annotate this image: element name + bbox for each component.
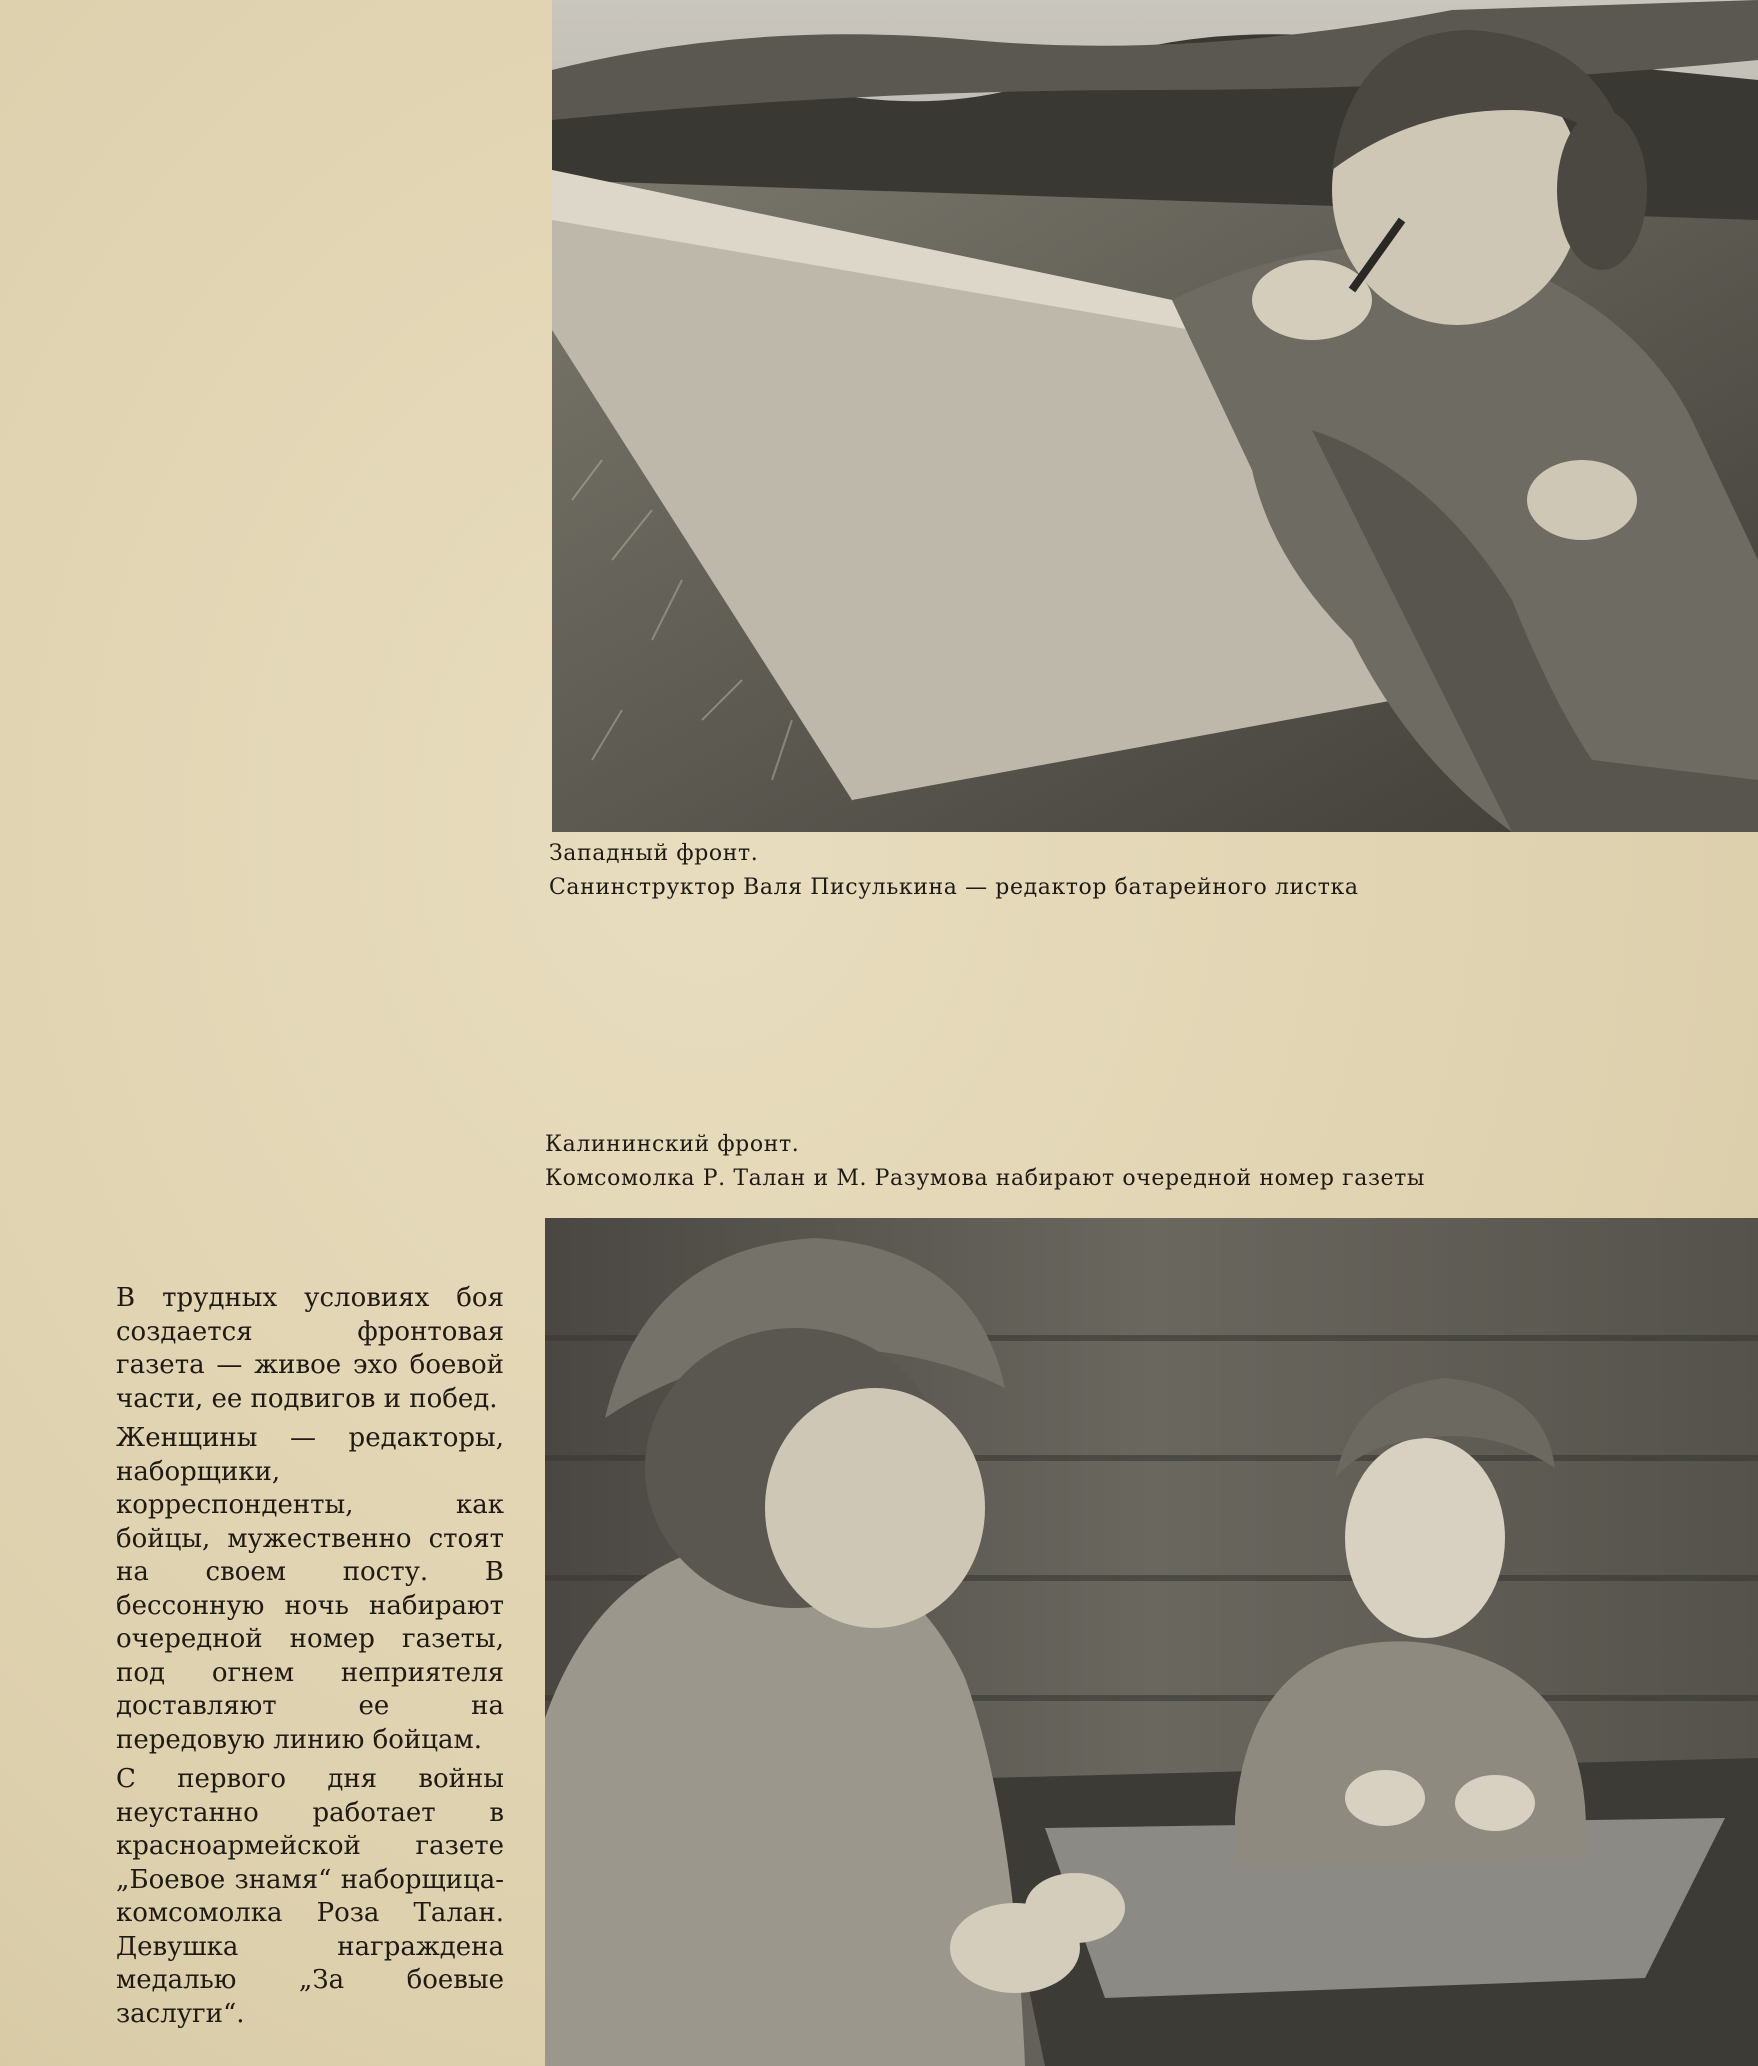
caption-bottom-photo — [545, 1128, 1425, 1196]
photo-typesetters — [545, 1218, 1758, 2066]
article-paragraph-3: С первого дня войны неустанно работает в красноармейской газете „Боевое знамя“ наборщица-комсомолка Роза Талан. Девушка награждена медалью „За боевые заслуги“. — [116, 1764, 504, 2029]
photo-typesetters-image — [545, 1218, 1758, 2066]
article-paragraph-2: Женщины — редакторы, наборщики, корреспонденты, как бойцы, мужественно стоят на своем посту. В бессонную ночь набирают очередной номер газеты, под огнем неприятеля доставляют ее на передовую линию бойцам. — [116, 1423, 504, 1755]
article-text — [116, 1282, 504, 2037]
photo-writing-soldier-image — [552, 0, 1758, 832]
article-paragraph-1: В трудных условиях боя создается фронтовая газета — живое эхо боевой части, ее подвигов и побед. — [116, 1283, 504, 1414]
caption-top-photo — [549, 837, 1359, 905]
caption-bottom-location: Калининский фронт. — [545, 1132, 800, 1157]
caption-top-location: Западный фронт. — [549, 841, 759, 866]
caption-top-description: Санинструктор Валя Писулькина — редактор батарейного листка — [549, 875, 1359, 900]
photo-writing-soldier — [552, 0, 1758, 832]
caption-bottom-description: Комсомолка Р. Талан и М. Разумова набирают очередной номер газеты — [545, 1166, 1426, 1191]
